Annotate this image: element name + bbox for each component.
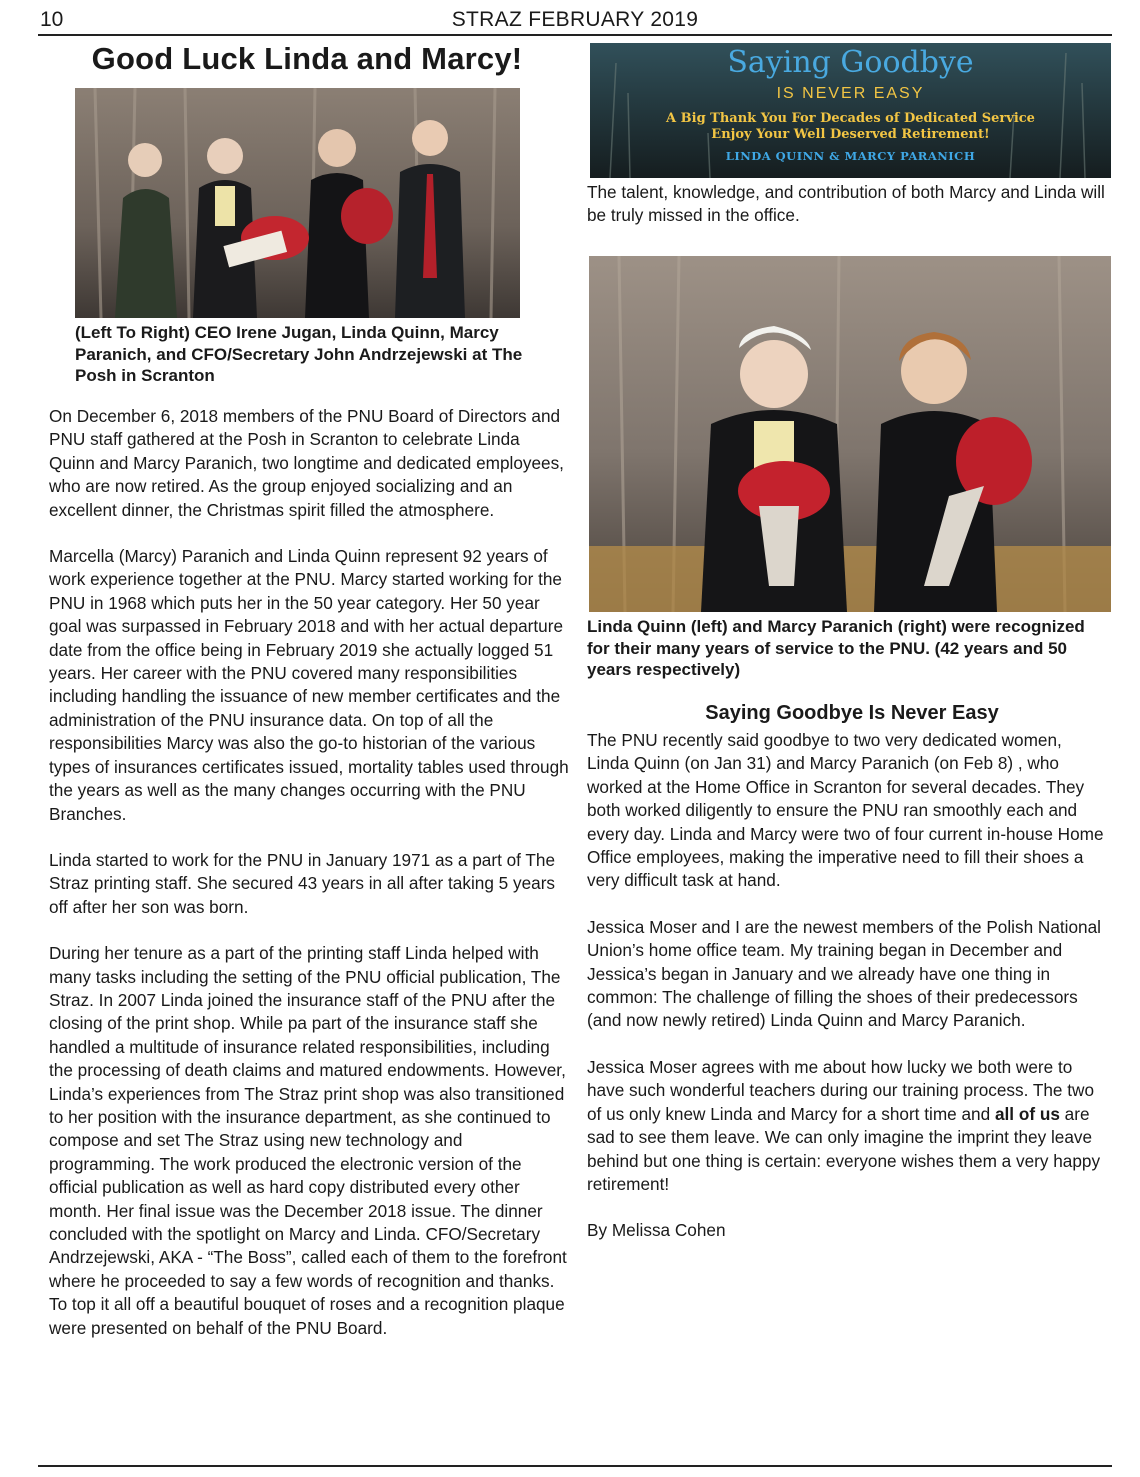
banner-line1: A Big Thank You For Decades of Dedicated Service	[666, 111, 1035, 126]
banner-names: LINDA QUINN & MARCY PARANICH	[725, 149, 976, 163]
left-column	[47, 40, 567, 77]
group-photo-caption: (Left To Right) CEO Irene Jugan, Linda Quinn, Marcy Paranich, and CFO/Secretary John Andrzejewski at The Posh in Scranton	[75, 323, 523, 385]
paragraph: The PNU recently said goodbye to two very dedicated women, Linda Quinn (on Jan 31) and Marcy Paranich (on Feb 8) , who worked at the Home Office in Scranton for several decades. They both worked diligently to ensure the PNU ran smoothly each and every day. Linda and Marcy were two of four current in-house Home Office employees, making the imperative need to fill their shoes a very difficult task at hand.	[587, 730, 1104, 891]
paragraph: During her tenure as a part of the printing staff Linda helped with many tasks including the setting of the PNU official publication, The Straz. In 2007 Linda joined the insurance staff of the PNU after the closing of the print shop. While pa part of the insurance staff she handled a multitude of insurance related responsibilities, including the processing of death claims and matured endowments. However, Linda’s experiences from The Straz print shop was also transitioned to her position with the insurance department, as she continued to compose and set The Straz using new technology and programming. The work produced the electronic version of the official publication as well as hard copy distributed every other month. Her final issue was the December 2018 issue. The dinner concluded with the spotlight on Marcy and Linda. CFO/Secretary Andrzejewski, AKA - “The Boss”, called each of them to the forefront where he proceeded to say a few words of recognition and thanks. To top it all off a beautiful bouquet of roses and a recognition plaque were presented on behalf of the PNU Board.	[49, 943, 567, 1338]
banner-title: Saying Goodbye	[727, 45, 974, 80]
byline: By Melissa Cohen	[587, 1220, 726, 1241]
paragraph: On December 6, 2018 members of the PNU Board of Directors and PNU staff gathered at the Posh in Scranton to celebrate Linda Quinn and Marcy Paranich, two longtime and dedicated employees, who are now retired. As the group enjoyed socializing and an excellent dinner, the Christmas spirit filled the atmosphere.	[49, 406, 564, 520]
linda-marcy-caption: Linda Quinn (left) and Marcy Paranich (right) were recognized for their many years of service to the PNU. (42 years and 50 years respectively)	[587, 617, 1085, 679]
paragraph: Marcella (Marcy) Paranich and Linda Quinn represent 92 years of work experience together at the PNU. Marcy started working for the PNU in 1968 which puts her in the 50 year category. Her 50 year goal was surpassed in February 2018 and with her actual departure date from the office being in February 2019 she actually logged 51 years. Her career with the PNU covered many responsibilities including handling the issuance of new member certificates and the administration of the PNU insurance data. On top of all the responsibilities Marcy was also the go-to historian of the various types of insurances certificates issued, mortality tables used through the years as well as the many changes occurring with the PNU Branches.	[49, 546, 569, 824]
group-photo	[75, 88, 520, 318]
paragraph	[587, 1056, 1107, 1196]
footer-rule	[38, 1465, 1112, 1467]
linda-marcy-photo	[589, 256, 1111, 612]
header-rule	[38, 34, 1112, 36]
right-intro: The talent, knowledge, and contribution of both Marcy and Linda will be truly missed in the office.	[587, 182, 1105, 226]
banner-subtitle: IS NEVER EASY	[776, 85, 925, 102]
article-headline: Good Luck Linda and Marcy!	[91, 41, 523, 76]
right-article	[587, 702, 1112, 1243]
banner-line2: Enjoy Your Well Deserved Retirement!	[711, 127, 990, 142]
page-header	[38, 6, 1112, 34]
paragraph-text: Jessica Moser agrees with me about how lucky we both were to have such wonderful teachers during our training process. The two of us only knew Linda and Marcy for a short time and	[587, 1056, 1094, 1124]
paragraph: Linda started to work for the PNU in January 1971 as a part of The Straz printing staff. She secured 43 years in all after taking 5 years off after her son was born.	[49, 849, 556, 917]
left-article-body	[49, 405, 569, 1340]
page-number: 10	[40, 8, 64, 31]
section-subheading: Saying Goodbye Is Never Easy	[705, 702, 999, 724]
goodbye-banner	[590, 43, 1111, 178]
paragraph: Jessica Moser and I are the newest members of the Polish National Union’s home office team. My training began in December and Jessica’s began in January and we already have one thing in common: The challenge of filling the shoes of their predecessors (and now newly retired) Linda Quinn and Marcy Paranich.	[587, 916, 1101, 1031]
paragraph-text: are sad to see them leave. We can only imagine the imprint they leave behind but one thing is certain: everyone wishes them a very happy retirement!	[587, 1103, 1101, 1194]
emphasis-text: all of us	[994, 1103, 1060, 1124]
issue-title: STRAZ FEBRUARY 2019	[451, 8, 699, 31]
